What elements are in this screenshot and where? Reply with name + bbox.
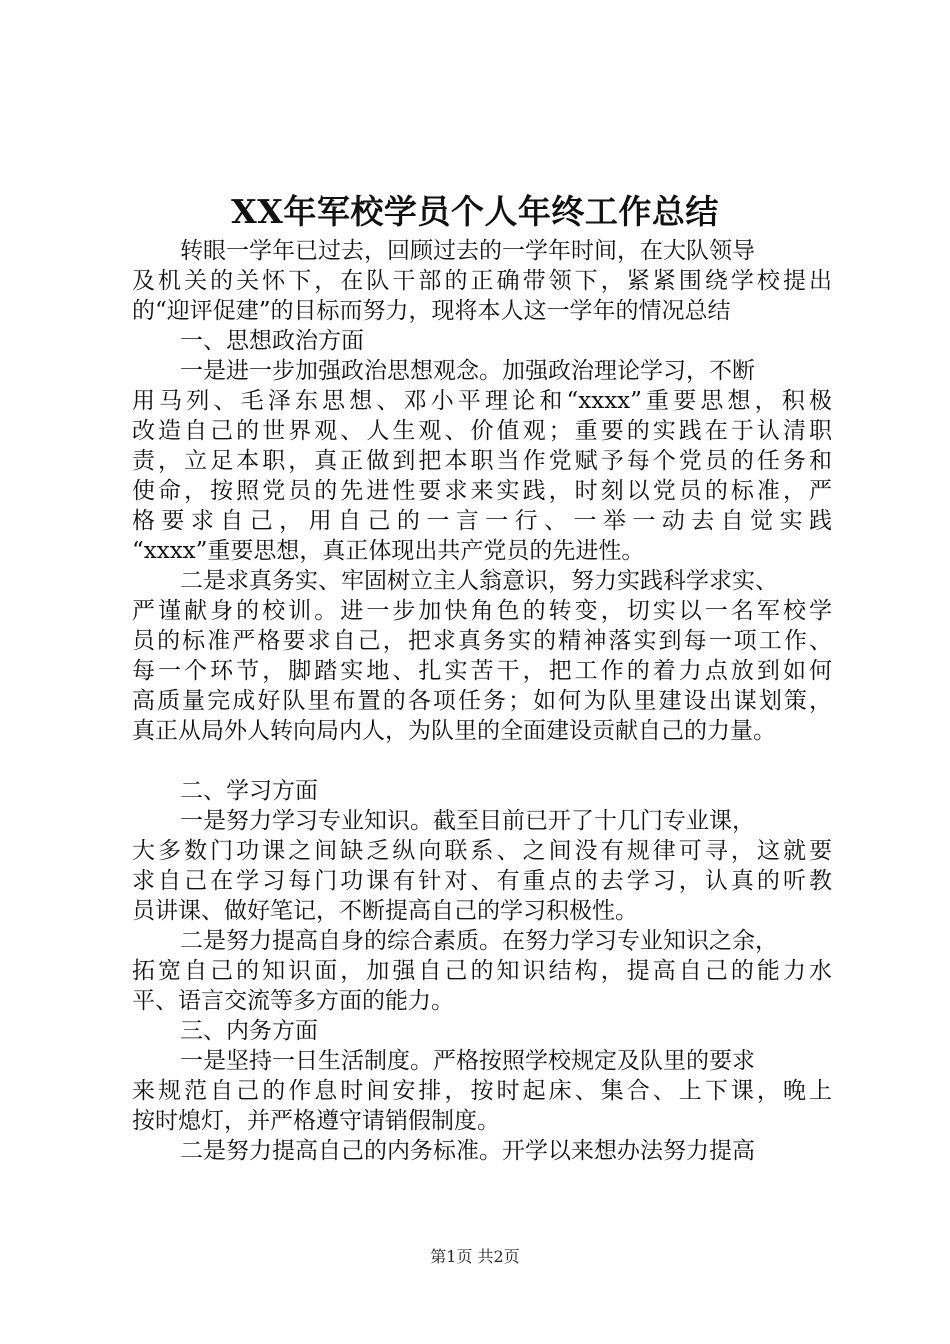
text-line: 员讲课、做好笔记，不断提高自己的学习积极性。 xyxy=(132,898,638,924)
document-title: XX年军校学员个人年终工作总结 xyxy=(231,192,719,231)
text-line: 改造自己的世界观、人生观、价值观；重要的实践在于认清职 xyxy=(132,418,832,444)
text-line: 使命，按照党员的先进性要求来实践，时刻以党员的标准，严 xyxy=(132,478,832,504)
text-line: “xxxx”重要思想，真正体现出共产党员的先进性。 xyxy=(132,538,645,564)
document-body xyxy=(132,236,832,1166)
text-line: 及机关的关怀下，在队干部的正确带领下，紧紧围绕学校提出 xyxy=(132,268,832,294)
text-line: 严谨献身的校训。进一步加快角色的转变，切实以一名军校学 xyxy=(132,598,832,624)
text-line: 求自己在学习每门功课有针对、有重点的去学习，认真的听教 xyxy=(132,868,832,894)
text-line: 按时熄灯，并严格遵守请销假制度。 xyxy=(132,1108,500,1134)
text-line: 高质量完成好队里布置的各项任务；如何为队里建设出谋划策， xyxy=(132,688,832,714)
text-line: 二是求真务实、牢固树立主人翁意识，努力实践科学求实、 xyxy=(180,568,778,594)
text-line: 一是坚持一日生活制度。严格按照学校规定及队里的要求 xyxy=(180,1048,755,1074)
section-heading: 一、思想政治方面 xyxy=(180,328,364,354)
text-line: 员的标准严格要求自己，把求真务实的精神落实到每一项工作、 xyxy=(132,628,832,654)
text-line: 大多数门功课之间缺乏纵向联系、之间没有规律可寻，这就要 xyxy=(132,838,832,864)
text-line: 用马列、毛泽东思想、邓小平理论和“xxxx”重要思想，积极 xyxy=(132,388,832,414)
text-line: 来规范自己的作息时间安排，按时起床、集合、上下课，晚上 xyxy=(132,1078,832,1104)
text-line: 的“迎评促建”的目标而努力，现将本人这一学年的情况总结 xyxy=(132,298,731,324)
text-line: 格要求自己，用自己的一言一行、一举一动去自觉实践 xyxy=(132,508,832,534)
text-line: 二是努力提高自身的综合素质。在努力学习专业知识之余， xyxy=(180,928,778,954)
text-line: 一是进一步加强政治思想观念。加强政治理论学习，不断 xyxy=(180,358,755,384)
text-line: 一是努力学习专业知识。截至目前已开了十几门专业课， xyxy=(180,808,755,834)
paragraph-gap xyxy=(132,746,832,776)
section-heading: 三、内务方面 xyxy=(180,1018,318,1044)
text-line: 拓宽自己的知识面，加强自己的知识结构，提高自己的能力水 xyxy=(132,958,832,984)
text-line: 责，立足本职，真正做到把本职当作党赋予每个党员的任务和 xyxy=(132,448,832,474)
text-line: 平、语言交流等多方面的能力。 xyxy=(132,988,454,1014)
text-line: 二是努力提高自己的内务标准。开学以来想办法努力提高 xyxy=(180,1138,755,1164)
page-footer: 第1页 共2页 xyxy=(430,1247,520,1266)
section-heading: 二、学习方面 xyxy=(180,778,318,804)
text-line: 真正从局外人转向局内人，为队里的全面建设贡献自己的力量。 xyxy=(132,718,776,744)
text-line: 每一个环节，脚踏实地、扎实苦干，把工作的着力点放到如何 xyxy=(132,658,832,684)
text-line: 转眼一学年已过去，回顾过去的一学年时间，在大队领导 xyxy=(180,238,755,264)
